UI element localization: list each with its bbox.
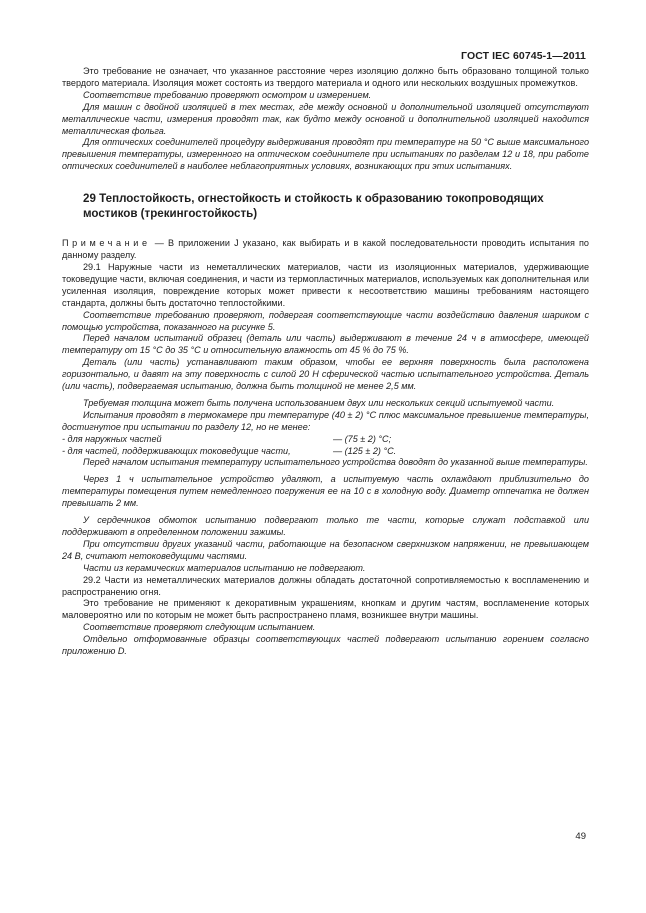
paragraph: Перед началом испытаний образец (деталь или часть) выдерживают в течение 24 ч в атмосфере, имеющей температуру от 15 °С до 35 °С и относительную влажность от 45 % до 75 %. [62, 333, 589, 356]
paragraph: Соответствие требованию проверяют осмотром и измерением. [83, 89, 372, 100]
intro-paragraphs [62, 66, 589, 173]
clause-29-1-paragraphs [62, 262, 589, 393]
document-body [62, 66, 589, 658]
paragraph: Испытания проводят в термокамере при температуре (40 ± 2) °С плюс максимальное превышение температуры, достигнутое при испытании по разделу 12, но не менее: [62, 409, 589, 432]
section-heading: 29 Теплостойкость, огнестойкость и стойкость к образованию токопроводящих мостиков (трекингостойкость) [83, 192, 544, 220]
standard-header: ГОСТ IEC 60745-1—2011 [461, 50, 586, 62]
paragraph: 29.1 Наружные части из неметаллических материалов, части из изоляционных материалов, удерживающие токоведущие части, включая соединения, и части из термопластичных материалов, используемых как дополнительная или усиленная изоляция, повреждение которых может привести к несоответствию машины требованиям настоящего стандарта, должны быть достаточно теплостойкими. [62, 261, 589, 308]
paragraph: Отдельно отформованные образцы соответствующих частей подвергают испытанию горением согласно приложению D. [62, 634, 589, 657]
temperature-row [62, 446, 589, 458]
paragraph: У сердечников обмоток испытанию подвергают только те части, которые служат подставкой или поддерживают в определенном положении зажимы. [62, 515, 589, 537]
note-text: — В приложении J указано, как выбирать и в какой последовательности проводить испытания по данному разделу. [62, 238, 589, 261]
clause-29-2-paragraphs [62, 515, 589, 658]
temperature-label: - для частей, поддерживающих токоведущие части, [62, 445, 291, 456]
temperature-value: — (75 ± 2) °С; [333, 433, 392, 444]
temperature-label: - для наружных частей [62, 433, 162, 444]
paragraph: Это требование не означает, что указанное расстояние через изоляцию должно быть образовано толщиной только твердого материала. Изоляция может состоять из твердого материала и одного или нескольких воздушных промежутков. [62, 66, 589, 88]
note-paragraph [62, 238, 589, 262]
paragraph: Соответствие требованию проверяют, подвергая соответствующие части воздействию давления шариком с помощью устройства, показанного на рисунке 5. [62, 309, 589, 332]
temperature-value: — (125 ± 2) °С. [333, 445, 397, 456]
paragraph: Части из керамических материалов испытанию не подвергают. [83, 562, 366, 573]
paragraph: Требуемая толщина может быть получена использованием двух или нескольких секций испытуемой части. [83, 397, 555, 408]
cooling-paragraph [62, 474, 589, 510]
page-number: 49 [575, 831, 586, 842]
paragraph: 29.2 Части из неметаллических материалов должны обладать достаточной сопротивляемостью к воспламенению и распространению огня. [62, 574, 589, 597]
paragraph: Соответствие проверяют следующим испытанием. [83, 622, 316, 633]
paragraph: Перед началом испытания температуру испытательного устройства доводят до указанной выше температуры. [83, 457, 588, 468]
temperature-row [62, 434, 589, 446]
thickness-temperature-paragraphs [62, 398, 589, 434]
note-label: Примечание [62, 238, 151, 249]
paragraph: Для оптических соединителей процедуру выдерживания проводят при температуре на 50 °С выше максимального превышения температуры, измеренного на оптическом соединителе при испытаниях по разделам 12 и 18, при работе оптических соединителей в наиболее неблагоприятных условиях, возникающих при этих испытаниях. [62, 137, 589, 172]
paragraph: Для машин с двойной изоляцией в тех местах, где между основной и дополнительной изоляцией отсутствуют металлические части, измерения проводят так, как будто между основной и дополнительной изоляцией находится металлическая фольга. [62, 101, 589, 136]
paragraph: При отсутствии других указаний части, работающие на безопасном сверхнизком напряжении, не превышающем 24 В, считают нетоковедущими частями. [62, 538, 589, 561]
preheat-paragraph [62, 457, 589, 469]
paragraph: Через 1 ч испытательное устройство удаляют, а испытуемую часть охлаждают приблизительно до температуры помещения путем немедленного погружения ее на 10 с в холодную воду. Диаметр отпечатка не должен превышать 2 мм. [62, 474, 589, 509]
paragraph: Это требование не применяют к декоративным украшениям, кнопкам и другим частям, воспламенение которых маловероятно или по которым не может быть распространено пламя, возникшее внутри машины. [62, 598, 589, 621]
temperature-list [62, 434, 589, 458]
paragraph: Деталь (или часть) устанавливают таким образом, чтобы ее верхняя поверхность была расположена горизонтально, и давят на эту поверхность с силой 20 Н сферической частью испытательного устройства. Деталь (или часть), подвергаемая испытанию, должна быть толщиной не менее 2,5 мм. [62, 357, 589, 392]
